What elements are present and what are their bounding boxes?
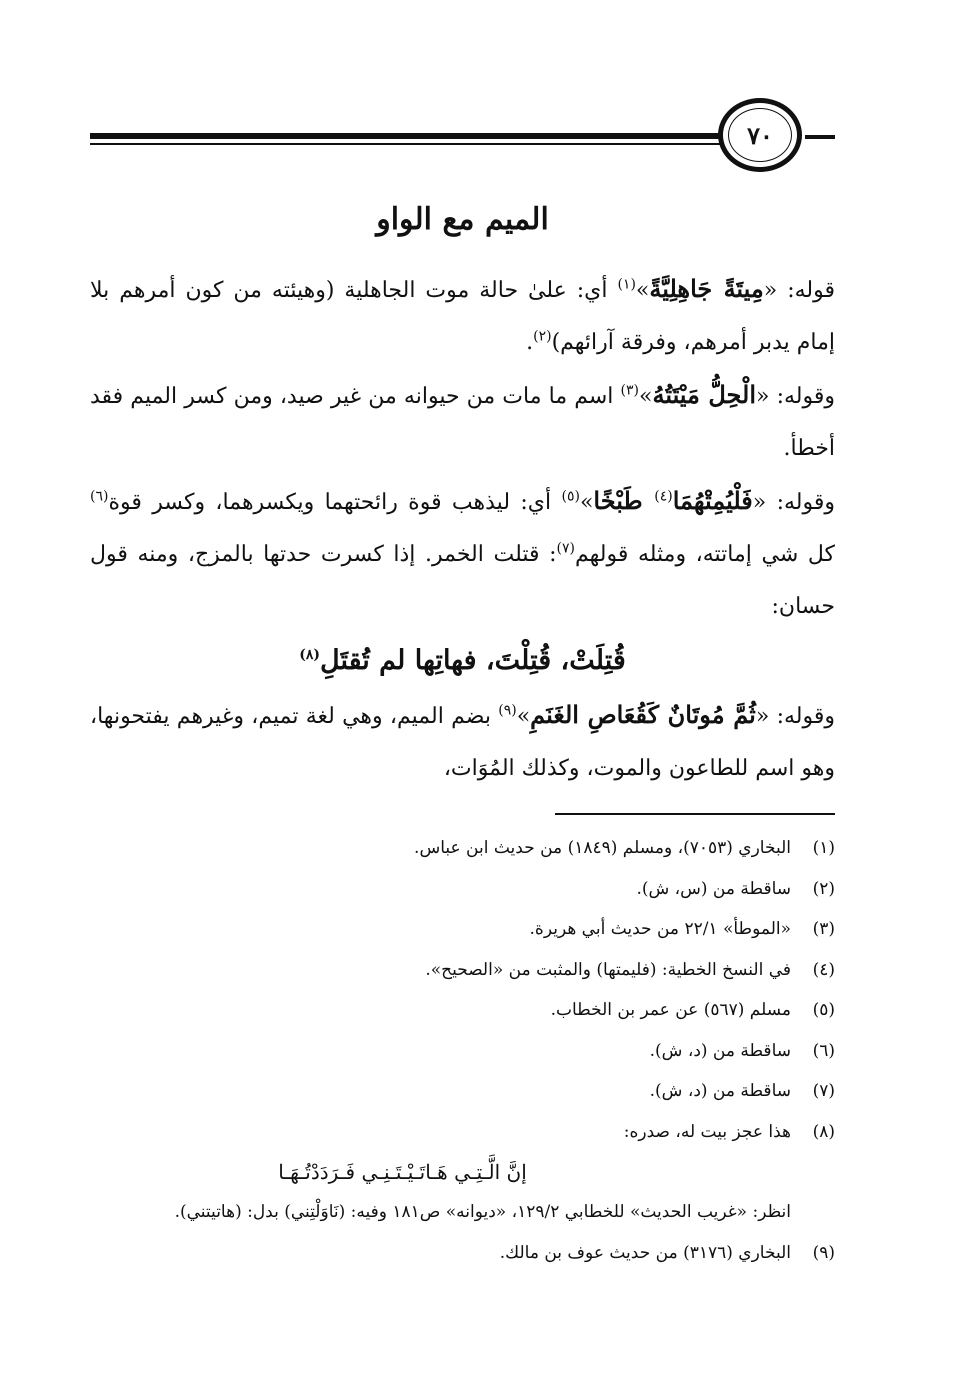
p2-text: اسم ما مات من حيوانه من غير صيد، ومن كسر الميم فقد أخطأ. bbox=[90, 384, 835, 461]
footnote-ref-6: (٦) bbox=[90, 488, 109, 505]
footnote-item bbox=[90, 828, 835, 869]
paragraph-3 bbox=[90, 475, 835, 633]
paragraph-1 bbox=[90, 263, 835, 369]
p3-text-1: أي: ليذهب قوة رائحتهما ويكسرهما، وكسر قوة bbox=[108, 490, 562, 515]
verse-text: قُتِلَتْ، قُتِلْتَ، فهاتِها لم تُقتَلِ bbox=[320, 645, 626, 676]
footnote-item bbox=[90, 869, 835, 910]
footnote-number: (٥) bbox=[812, 1000, 835, 1020]
p1-text: أي: علىٰ حالة موت الجاهلية (وهيئته من كون أمرهم بلا إمام يدبر أمرهم، وفرقة آرائهم) bbox=[90, 278, 835, 355]
footnote-ref-9: (٩) bbox=[498, 702, 517, 719]
p3-keyword-2: طَبْخًا bbox=[593, 486, 655, 515]
p3-lead: وقوله: « bbox=[752, 490, 835, 515]
p4-text: بضم الميم، وهي لغة تميم، وغيرهم يفتحونها، وهو اسم للطاعون والموت، وكذلك المُوَات، bbox=[90, 704, 835, 781]
p4-quote-close: » bbox=[516, 704, 531, 729]
page-header bbox=[90, 98, 835, 178]
p4-keyword: ثُمَّ مُوتَانٌ كَقُعَاصِ الغَنَمِ bbox=[530, 700, 756, 729]
footnote-number: (٢) bbox=[812, 878, 835, 899]
footnote-text: انظر: «غريب الحديث» للخطابي ١٢٩/٢، «ديوانه» ص١٨١ وفيه: (نَاوَلْتِني) بدل: (هاتيتني). bbox=[174, 1202, 791, 1222]
footnote-item bbox=[90, 1233, 835, 1274]
footnote-number: (٩) bbox=[812, 1243, 835, 1263]
footnote-item bbox=[90, 1071, 835, 1112]
p3-keyword-1: فَلْيُمِتْهُمَا bbox=[672, 486, 753, 515]
p1-end: . bbox=[526, 330, 534, 355]
footnote-number: (٨) bbox=[812, 1121, 835, 1142]
footnote-text: مسلم (٥٦٧) عن عمر بن الخطاب. bbox=[550, 1000, 791, 1020]
p1-keyword: مِيتَةً جَاهِلِيَّةً bbox=[649, 274, 764, 303]
p3-quote-close: » bbox=[579, 490, 594, 515]
p3-text-2: كل شي إماتته، ومثله قولهم bbox=[574, 542, 835, 567]
footnote-number: (١) bbox=[812, 838, 835, 858]
footnote-item bbox=[90, 909, 835, 950]
footnote-8-reference bbox=[90, 1192, 835, 1233]
footnote-item bbox=[90, 990, 835, 1031]
footnotes bbox=[90, 828, 835, 1274]
footnote-text: هذا عجز بيت له، صدره: bbox=[623, 1121, 791, 1142]
footnote-number: (٣) bbox=[812, 919, 835, 939]
footnote-ref-3: (٣) bbox=[620, 382, 639, 399]
footnote-ref-1: (١) bbox=[617, 276, 636, 293]
page-number-medallion bbox=[718, 98, 802, 172]
p2-keyword: الْحِلُّ مَيْتَتُهُ bbox=[652, 380, 757, 409]
paragraph-4 bbox=[90, 689, 835, 795]
footnote-number-spacer bbox=[791, 1192, 835, 1233]
footnote-text: البخاري (٣١٧٦) من حديث عوف بن مالك. bbox=[499, 1243, 791, 1263]
footnote-text: في النسخ الخطية: (فليمتها) والمثبت من «الصحيح». bbox=[425, 959, 791, 980]
footnote-text: ساقطة من (د، ش). bbox=[649, 1040, 791, 1061]
body-text bbox=[90, 263, 835, 795]
p1-lead: قوله: « bbox=[763, 278, 836, 303]
footnote-separator bbox=[555, 813, 835, 815]
page-number: ٧٠ bbox=[747, 120, 773, 150]
p2-quote-close: » bbox=[638, 384, 653, 409]
header-rule-right bbox=[805, 135, 835, 139]
footnote-item bbox=[90, 1112, 835, 1153]
p2-lead: وقوله: « bbox=[756, 384, 836, 409]
header-rule-thick bbox=[90, 133, 730, 139]
p4-lead: وقوله: « bbox=[755, 704, 835, 729]
footnote-number: (٦) bbox=[812, 1040, 835, 1061]
footnote-number: (٧) bbox=[812, 1081, 835, 1101]
p1-quote-close: » bbox=[635, 278, 650, 303]
footnote-ref-2: (٢) bbox=[533, 328, 552, 345]
footnote-text: البخاري (٧٠٥٣)، ومسلم (١٨٤٩) من حديث ابن عباس. bbox=[414, 838, 791, 858]
footnote-item bbox=[90, 950, 835, 991]
section-title: الميم مع الواو bbox=[376, 202, 549, 237]
footnote-ref-8: (٨) bbox=[299, 647, 320, 663]
footnote-8-verse: إنَّ الَّـتِـي هَـاتَـيْـتَـنِـي فَـرَدَدْتُـهَـا bbox=[278, 1160, 527, 1184]
footnote-text: ساقطة من (د، ش). bbox=[649, 1081, 791, 1101]
header-rule-thin bbox=[90, 143, 730, 145]
poetry-verse bbox=[90, 633, 835, 689]
footnote-ref-4: (٤) bbox=[654, 488, 673, 505]
footnote-number: (٤) bbox=[812, 959, 835, 980]
footnote-ref-7: (٧) bbox=[556, 540, 575, 557]
paragraph-2 bbox=[90, 369, 835, 475]
footnote-text: ساقطة من (س، ش). bbox=[636, 878, 791, 899]
footnote-ref-5: (٥) bbox=[561, 488, 580, 505]
footnote-item bbox=[90, 1031, 835, 1072]
footnote-text: «الموطأ» ٢٢/١ من حديث أبي هريرة. bbox=[529, 919, 791, 939]
p3-text-3: : قتلت الخمر. إذا كسرت حدتها بالمزج، ومنه قول حسان: bbox=[90, 542, 835, 619]
